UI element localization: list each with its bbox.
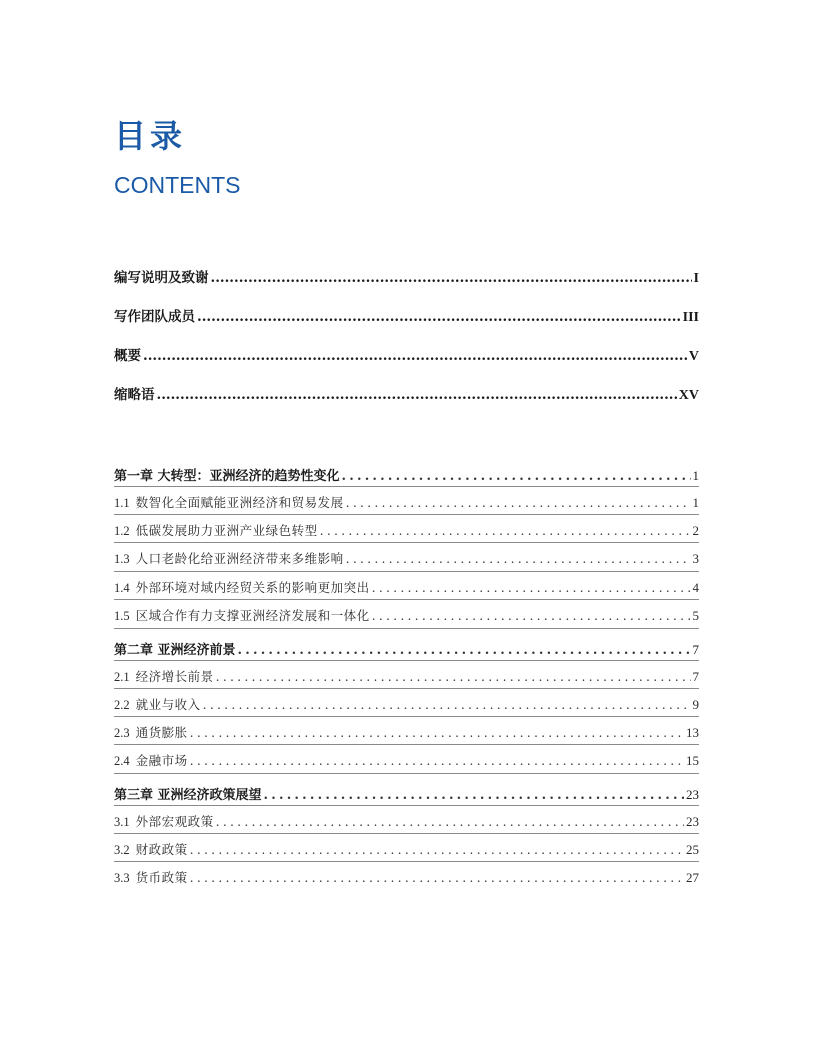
dot-leader (190, 725, 684, 740)
toc-entry-page: 7 (692, 669, 699, 684)
toc-entry-page: 5 (692, 608, 699, 623)
toc-section-label (114, 606, 370, 624)
page-subtitle: CONTENTS (114, 172, 241, 198)
toc-entry-page: III (682, 310, 699, 325)
dot-leader (143, 348, 687, 364)
dot-leader (372, 608, 691, 623)
toc-entry-label: 缩略语 (114, 387, 155, 403)
toc-section-1-1[interactable] (114, 493, 699, 511)
toc-section-2-1[interactable] (114, 667, 699, 685)
toc-entry-page: 4 (692, 580, 699, 595)
toc-section-label (114, 549, 344, 567)
toc-section-label (114, 751, 188, 769)
toc-entry-page: XV (678, 388, 699, 403)
dot-leader (320, 523, 691, 538)
toc-entry-page: 2 (692, 523, 699, 538)
section-title: 经济增长前景 (135, 669, 214, 684)
divider (114, 861, 699, 862)
divider (114, 571, 699, 572)
divider (114, 628, 699, 629)
toc-entry-page: 9 (692, 697, 699, 712)
dot-leader (197, 309, 681, 325)
dot-leader (238, 643, 691, 658)
toc-section-1-4[interactable] (114, 578, 699, 596)
toc-entry-page: 13 (686, 725, 699, 740)
section-number: 1.3 (114, 552, 130, 566)
section-title: 数智化全面赋能亚洲经济和贸易发展 (135, 495, 344, 510)
section-title: 就业与收入 (135, 697, 201, 712)
toc-section-2-2[interactable] (114, 695, 699, 713)
section-number: 1.5 (114, 609, 130, 623)
toc-chapter-2[interactable] (114, 639, 699, 658)
divider (114, 805, 699, 806)
dot-leader (190, 870, 684, 885)
divider (114, 716, 699, 717)
section-number: 3.2 (114, 843, 130, 857)
toc-chapter-title: 第三章 亚洲经济政策展望 (114, 788, 262, 803)
divider (114, 744, 699, 745)
section-number: 2.3 (114, 726, 130, 740)
toc-entry-page: 7 (692, 642, 699, 657)
dot-leader (372, 580, 691, 595)
dot-leader (203, 697, 691, 712)
divider (114, 660, 699, 661)
toc-section-1-3[interactable] (114, 549, 699, 567)
toc-section-1-5[interactable] (114, 606, 699, 624)
toc-entry-label: 编写说明及致谢 (114, 270, 209, 286)
dot-leader (190, 842, 684, 857)
divider (114, 514, 699, 515)
toc-entry-page: 1 (692, 495, 699, 510)
section-title: 区域合作有力支撑亚洲经济发展和一体化 (135, 608, 370, 623)
toc-entry-page: 23 (686, 814, 699, 829)
toc-section-label (114, 840, 188, 858)
section-title: 财政政策 (135, 842, 188, 857)
toc-entry-page: 3 (692, 551, 699, 566)
toc-entry-label: 写作团队成员 (114, 309, 195, 325)
section-title: 低碳发展助力亚洲产业绿色转型 (135, 523, 318, 538)
section-number: 3.1 (114, 815, 130, 829)
toc-section-label (114, 695, 201, 713)
section-number: 1.1 (114, 496, 130, 510)
divider (114, 599, 699, 600)
dot-leader (346, 495, 691, 510)
toc-section-label (114, 578, 370, 596)
toc-chapter-3[interactable] (114, 784, 699, 803)
dot-leader (216, 669, 691, 684)
dot-leader (346, 551, 691, 566)
section-number: 2.1 (114, 670, 130, 684)
toc-entry-summary[interactable] (114, 344, 699, 365)
toc-entry-page: I (693, 271, 699, 286)
toc-section-3-1[interactable] (114, 812, 699, 830)
section-title: 外部环境对域内经贸关系的影响更加突出 (135, 580, 370, 595)
section-number: 1.2 (114, 524, 130, 538)
dot-leader (157, 387, 677, 403)
section-title: 通货膨胀 (135, 725, 188, 740)
toc-section-3-3[interactable] (114, 868, 699, 886)
divider (114, 542, 699, 543)
toc-entry-page: 23 (686, 787, 699, 802)
section-title: 外部宏观政策 (135, 814, 214, 829)
toc-entry-abbreviations[interactable] (114, 383, 699, 404)
toc-section-label (114, 723, 188, 741)
toc-section-3-2[interactable] (114, 840, 699, 858)
toc-section-label (114, 521, 318, 539)
dot-leader (342, 469, 691, 484)
toc-section-label (114, 493, 344, 511)
toc-section-1-2[interactable] (114, 521, 699, 539)
toc-entry-page: 1 (692, 468, 699, 483)
section-title: 货币政策 (135, 870, 188, 885)
toc-entry-page: 25 (686, 842, 699, 857)
toc-entry-label: 概要 (114, 348, 141, 364)
section-title: 人口老龄化给亚洲经济带来多维影响 (135, 551, 344, 566)
section-number: 3.3 (114, 871, 130, 885)
dot-leader (264, 788, 684, 803)
toc-section-2-4[interactable] (114, 751, 699, 769)
toc-chapter-1[interactable] (114, 465, 699, 484)
toc-entry-page: 15 (686, 753, 699, 768)
toc-chapter-title: 第一章 大转型：亚洲经济的趋势性变化 (114, 469, 340, 484)
page-title: 目录 (114, 117, 187, 155)
toc-entry-page: V (688, 349, 699, 364)
toc-section-2-3[interactable] (114, 723, 699, 741)
divider (114, 688, 699, 689)
toc-chapter-title: 第二章 亚洲经济前景 (114, 643, 236, 658)
section-number: 1.4 (114, 581, 130, 595)
divider (114, 773, 699, 774)
toc-section-label (114, 868, 188, 886)
dot-leader (216, 814, 684, 829)
divider (114, 486, 699, 487)
divider (114, 833, 699, 834)
section-number: 2.2 (114, 698, 130, 712)
toc-section-label (114, 812, 214, 830)
section-title: 金融市场 (135, 753, 188, 768)
toc-section-label (114, 667, 214, 685)
dot-leader (190, 753, 684, 768)
dot-leader (211, 270, 692, 286)
toc-entry-acknowledgements[interactable] (114, 266, 699, 287)
toc-entry-team-members[interactable] (114, 305, 699, 326)
toc-entry-page: 27 (686, 870, 699, 885)
section-number: 2.4 (114, 754, 130, 768)
